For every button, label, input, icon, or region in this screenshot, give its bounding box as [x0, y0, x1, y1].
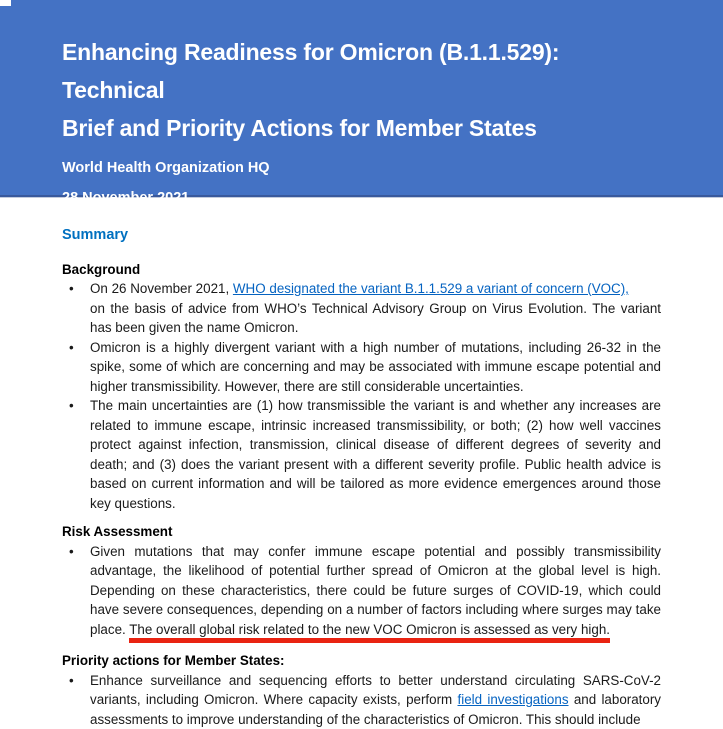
title-banner	[0, 0, 723, 197]
background-bullet-1	[62, 279, 661, 338]
document-title-line-1: Enhancing Readiness for Omicron (B.1.1.529): Technical	[62, 33, 665, 109]
priority-rest-text: and laboratory assessments to improve understanding of the characteristics of Omicron. This should include	[90, 692, 661, 727]
bullet-marker	[62, 338, 90, 397]
document-title-line-2: Brief and Priority Actions for Member States	[62, 109, 665, 147]
background-bullet-3	[62, 396, 661, 513]
risk-assessment-bullet-1-text	[90, 542, 661, 640]
organization-name: World Health Organization HQ	[62, 158, 665, 178]
bullet-marker	[62, 279, 90, 338]
background-bullet-1-text	[90, 279, 661, 338]
red-underlined-risk-conclusion: The overall global risk related to the new VOC Omicron is assessed as very high.	[129, 622, 610, 643]
field-investigations-link[interactable]: field investigations	[458, 692, 569, 707]
summary-heading: Summary	[62, 226, 661, 246]
priority-actions-heading: Priority actions for Member States:	[62, 651, 661, 671]
background-bullet-3-text: The main uncertainties are (1) how transmissible the variant is and whether any increases are related to immune escape, intrinsic increased transmissibility, or both; (2) how well vaccines protect against infection, transmission, clinical disease of different degrees of severity and death; and (3) does the variant present with a different severity profile. Public health advice is based on current information and will be tailored as more evidence emergences around those key questions.	[90, 396, 661, 513]
bullet-1-rest-text: on the basis of advice from WHO’s Technical Advisory Group on Virus Evolution. The variant has been given the name Omicron.	[90, 301, 661, 336]
risk-assessment-heading: Risk Assessment	[62, 522, 661, 542]
page-corner-notch	[0, 0, 11, 6]
risk-statement-text: Given mutations that may confer immune escape potential and possibly transmissibility advantage, the likelihood of potential further spread of Omicron at the global level is high. Depending on these characteristics, there could be future surges of COVID-19, which could have severe consequences, depending on a number of factors including where surges may take place.	[90, 544, 661, 637]
bullet-marker	[62, 671, 90, 729]
background-bullet-2-text: Omicron is a highly divergent variant with a high number of mutations, including 26-32 in the spike, some of which are concerning and may be associated with immune escape potential and higher transmissibility. However, there are still considerable uncertainties.	[90, 338, 661, 397]
bullet-marker	[62, 542, 90, 640]
priority-actions-bullet-1-text	[90, 671, 661, 729]
background-heading: Background	[62, 260, 661, 280]
risk-assessment-bullet-1	[62, 542, 661, 640]
background-bullet-2	[62, 338, 661, 397]
document-date: 28 November 2021	[62, 188, 665, 208]
priority-lead-text: Enhance surveillance and sequencing efforts to better understand circulating SARS-CoV-2 variants, including Omicron. Where capacity exists, perform	[90, 673, 661, 708]
bullet-marker	[62, 396, 90, 513]
voc-designation-link[interactable]: WHO designated the variant B.1.1.529 a variant of concern (VOC),	[233, 281, 629, 296]
document-body	[0, 198, 723, 729]
priority-actions-bullet-1	[62, 671, 661, 729]
bullet-1-lead-text: On 26 November 2021,	[90, 281, 233, 296]
document-title	[62, 33, 665, 147]
